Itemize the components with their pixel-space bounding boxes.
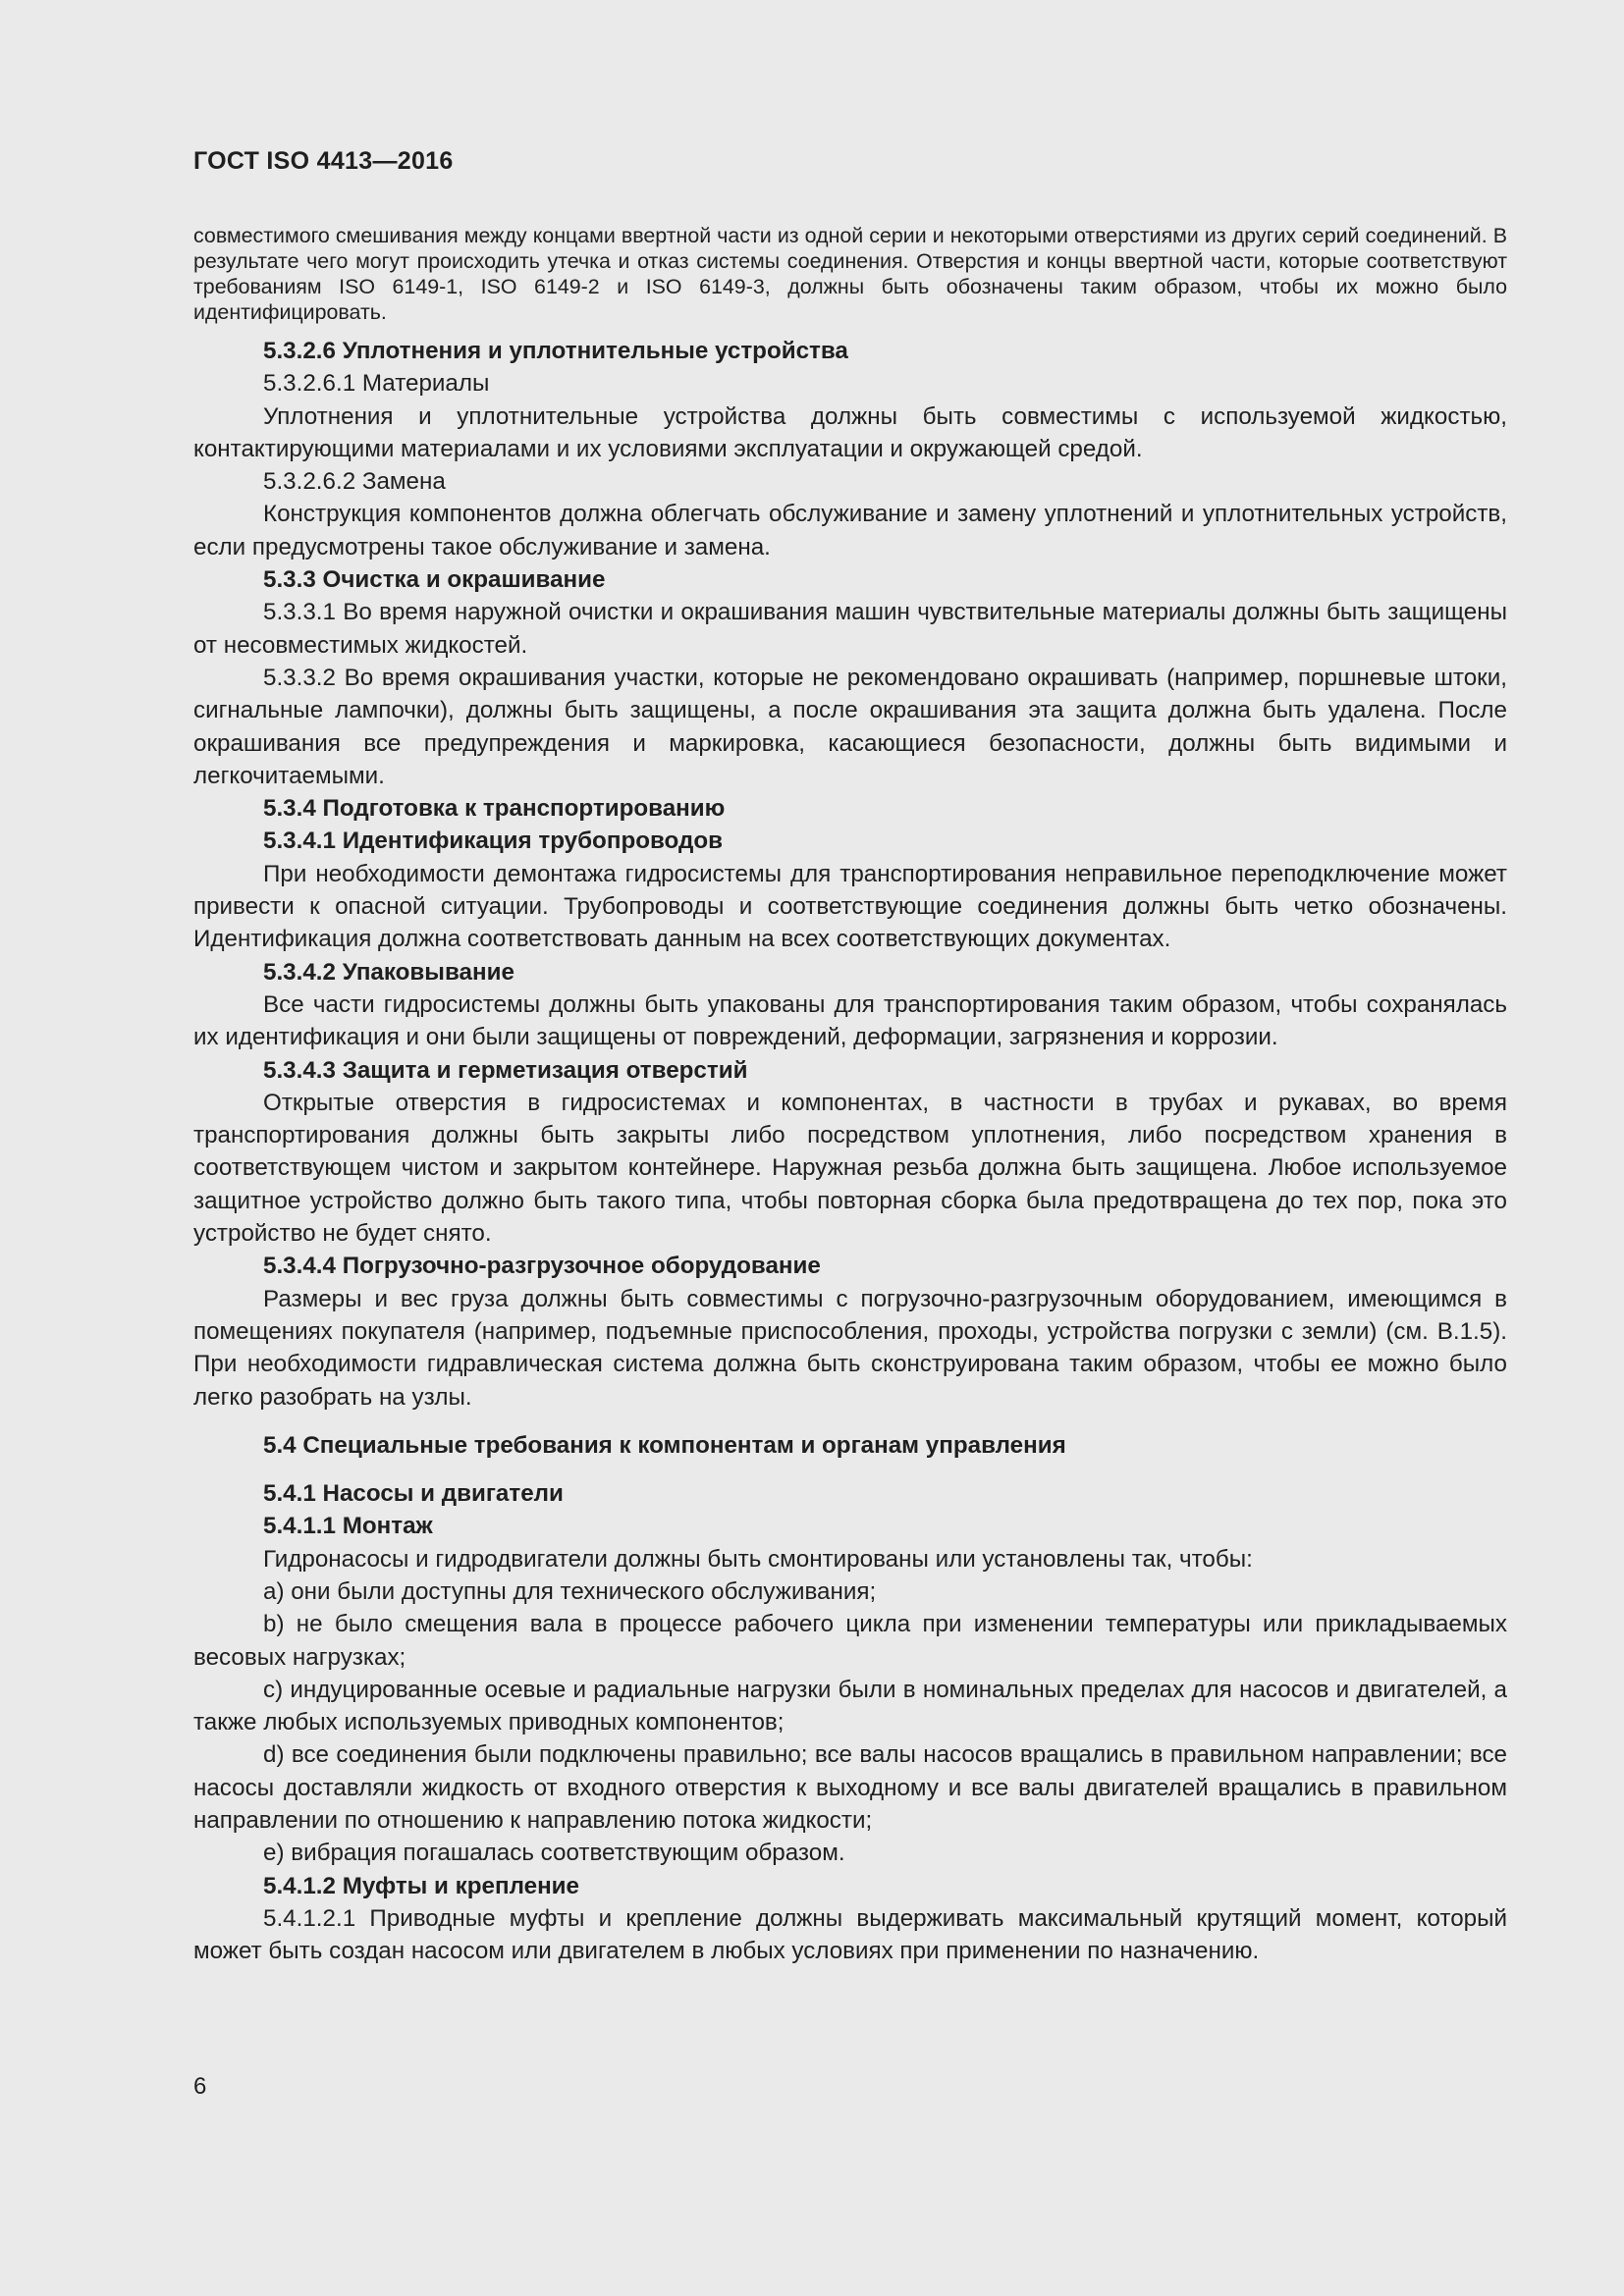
intro-paragraph: совместимого смешивания между концами ввертной части из одной серии и некоторыми отверстиями из других серий соединений. В результате чего могут происходить утечка и отказ системы соединения. Отверстия и концы ввертной части, которые соответствуют требованиям ISO 6149-1, ISO 6149-2 и ISO 6149-3, должны быть обозначены таким образом, чтобы их можно было идентифицировать. [193, 224, 1507, 324]
heading-5-4-1-2: 5.4.1.2 Муфты и крепление [263, 1872, 579, 1899]
paragraph-seals-materials: Уплотнения и уплотнительные устройства должны быть совместимы с используемой жидкостью, контактирующими материалами и их условиями эксплуатации и окружающей средой. [193, 402, 1507, 462]
heading-5-3-4: 5.3.4 Подготовка к транспортированию [263, 795, 726, 823]
page-number: 6 [193, 2073, 207, 2100]
paragraph-mounting-intro: Гидронасосы и гидродвигатели должны быть смонтированы или установлены так, чтобы: [263, 1545, 1253, 1573]
heading-5-3-2-6: 5.3.2.6 Уплотнения и уплотнительные устройства [263, 338, 848, 364]
heading-5-3-4-1: 5.3.4.1 Идентификация трубопроводов [263, 828, 723, 855]
paragraph-packaging: Все части гидросистемы должны быть упакованы для транспортирования таким образом, чтобы сохранялась их идентификация и они были защищены от повреждений, деформации, загрязнения и коррозии. [193, 990, 1507, 1051]
list-item-a: a) они были доступны для технического обслуживания; [263, 1577, 877, 1605]
heading-5-4: 5.4 Специальные требования к компонентам и органам управления [263, 1431, 1066, 1459]
paragraph-5-3-3-2: 5.3.3.2 Во время окрашивания участки, которые не рекомендовано окрашивать (например, поршневые штоки, сигнальные лампочки), должны быть защищены, а после окрашивания эта защита должна быть удалена. После окрашивания все предупреждения и маркировка, касающиеся безопасности, должны быть видимыми и легкочитаемыми. [193, 664, 1507, 789]
paragraph-seals-replacement: Конструкция компонентов должна облегчать обслуживание и замену уплотнений и уплотнительных устройств, если предусмотрены такое обслуживание и замена. [193, 501, 1507, 561]
heading-5-3-2-6-2: 5.3.2.6.2 Замена [263, 468, 446, 496]
heading-5-3-4-2: 5.3.4.2 Упаковывание [263, 958, 514, 986]
list-item-b: b) не было смещения вала в процессе рабочего цикла при изменении температуры или прикладываемых весовых нагрузках; [193, 1611, 1507, 1671]
heading-5-3-2-6-1: 5.3.2.6.1 Материалы [263, 370, 490, 398]
list-item-c: c) индуцированные осевые и радиальные нагрузки были в номинальных пределах для насосов и двигателей, а также любых используемых приводных компонентов; [193, 1676, 1507, 1736]
paragraph-5-3-3-1: 5.3.3.1 Во время наружной очистки и окрашивания машин чувствительные материалы должны быть защищены от несовместимых жидкостей. [193, 599, 1507, 659]
paragraph-handling-equipment: Размеры и вес груза должны быть совместимы с погрузочно-разгрузочным оборудованием, имеющимся в помещениях покупателя (например, подъемные приспособления, проходы, устройства погрузки с земли) (см. В.1.5). При необходимости гидравлическая система должна быть сконструирована таким образом, чтобы ее можно было легко разобрать на узлы. [193, 1285, 1507, 1411]
list-item-e: e) вибрация погашалась соответствующим образом. [263, 1840, 845, 1867]
paragraph-5-4-1-2-1: 5.4.1.2.1 Приводные муфты и крепление должны выдерживать максимальный крутящий момент, который может быть создан насосом или двигателем в любых условиях при применении по назначению. [193, 1904, 1507, 1965]
heading-5-3-3: 5.3.3 Очистка и окрашивание [263, 566, 606, 594]
page-content [193, 223, 1507, 1968]
paragraph-openings-protection: Открытые отверстия в гидросистемах и компонентах, в частности в трубах и рукавах, во время транспортирования должны быть закрыты либо посредством уплотнения, либо посредством хранения в соответствующем чистом и закрытом контейнере. Наружная резьба должна быть защищена. Любое используемое защитное устройство должно быть такого типа, чтобы повторная сборка была предотвращена до тех пор, пока это устройство не будет снято. [193, 1089, 1507, 1248]
list-item-d: d) все соединения были подключены правильно; все валы насосов вращались в правильном направлении; все насосы доставляли жидкость от входного отверстия к выходному и все валы двигателей вращались в правильном направлении по отношению к направлению потока жидкости; [193, 1741, 1507, 1835]
paragraph-pipe-identification: При необходимости демонтажа гидросистемы для транспортирования неправильное переподключение может привести к опасной ситуации. Трубопроводы и соответствующие соединения должны быть четко обозначены. Идентификация должна соответствовать данным на всех соответствующих документах. [193, 860, 1507, 953]
heading-5-4-1-1: 5.4.1.1 Монтаж [263, 1513, 433, 1540]
document-header: ГОСТ ISO 4413—2016 [193, 147, 454, 175]
heading-5-3-4-4: 5.3.4.4 Погрузочно-разгрузочное оборудование [263, 1253, 821, 1280]
heading-5-3-4-3: 5.3.4.3 Защита и герметизация отверстий [263, 1056, 748, 1084]
heading-5-4-1: 5.4.1 Насосы и двигатели [263, 1480, 564, 1508]
